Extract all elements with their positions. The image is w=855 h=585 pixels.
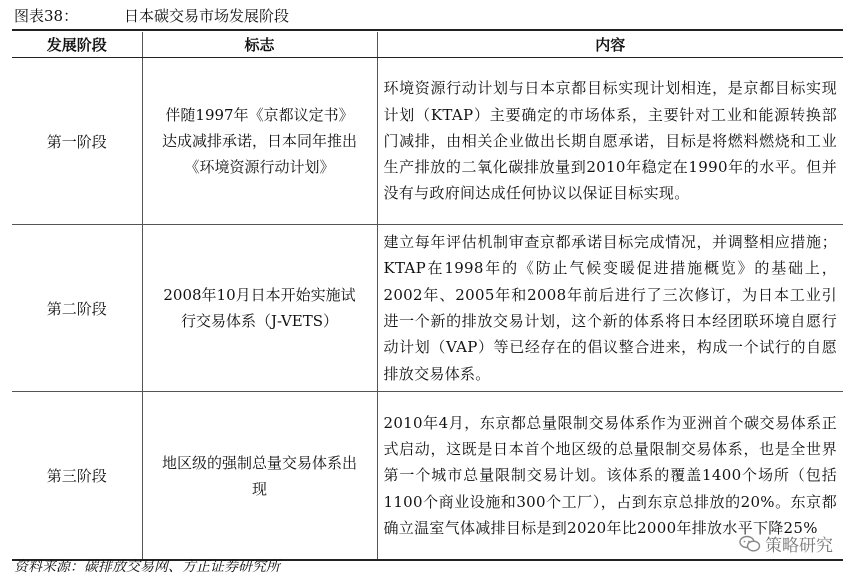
content-cell: 建立每年评估机制审查京都承诺目标完成情况，并调整相应措施；KTAP在1998年的《防止气候变暖促进措施概览》的基础上，2002年、2005年和2008年前后进行了三次修订，为日本工业引进一个新的排放交易计划，这个新的体系将日本经团联环境自愿行动计划（VAP）等已经存在的倡议整合进来，构成一个试行的自愿排放交易体系。 — [377, 225, 843, 392]
header-stage: 发展阶段 — [12, 32, 142, 58]
chat-bubbles-icon — [739, 535, 761, 553]
top-rule — [12, 29, 843, 31]
stages-table — [12, 32, 843, 561]
table-row — [12, 225, 843, 392]
mark-cell: 2008年10月日本开始实施试行交易体系（J-VETS） — [142, 225, 377, 392]
content-cell: 环境资源行动计划与日本京都目标实现计划相连，是京都目标实现计划（KTAP）主要确定的市场体系，主要针对工业和能源转换部门减排，由相关企业做出长期自愿承诺，目标是将燃料燃烧和工业生产排放的二氧化碳排放量到2010年稳定在1990年的水平。但并没有与政府间达成任何协议以保证目标实现。 — [377, 58, 843, 225]
table-row — [12, 58, 843, 225]
table-row — [12, 392, 843, 561]
figure-title — [14, 4, 289, 28]
header-mark: 标志 — [142, 32, 377, 58]
stage-cell: 第三阶段 — [12, 392, 142, 561]
table-header-row — [12, 32, 843, 58]
content-cell: 2010年4月，东京都总量限制交易体系作为亚洲首个碳交易体系正式启动，这既是日本首个地区级的总量限制交易体系，也是全世界第一个城市总量限制交易计划。该体系的覆盖1400个场所（包括1100个商业设施和300个工厂），占到东京总排放的20%。东京都确立温室气体减排目标是到2020年比2000年排放水平下降25% — [377, 392, 843, 561]
mark-cell: 伴随1997年《京都议定书》达成减排承诺，日本同年推出《环境资源行动计划》 — [142, 58, 377, 225]
mark-cell: 地区级的强制总量交易体系出现 — [142, 392, 377, 561]
stage-cell: 第一阶段 — [12, 58, 142, 225]
figure-caption: 日本碳交易市场发展阶段 — [124, 7, 290, 25]
watermark-text: 策略研究 — [765, 536, 833, 556]
figure-number: 图表38： — [14, 7, 79, 25]
stage-cell: 第二阶段 — [12, 225, 142, 392]
watermark — [739, 531, 833, 556]
header-content: 内容 — [377, 32, 843, 58]
source-note: 资料来源：碳排放交易网、方正证券研究所 — [14, 559, 280, 575]
